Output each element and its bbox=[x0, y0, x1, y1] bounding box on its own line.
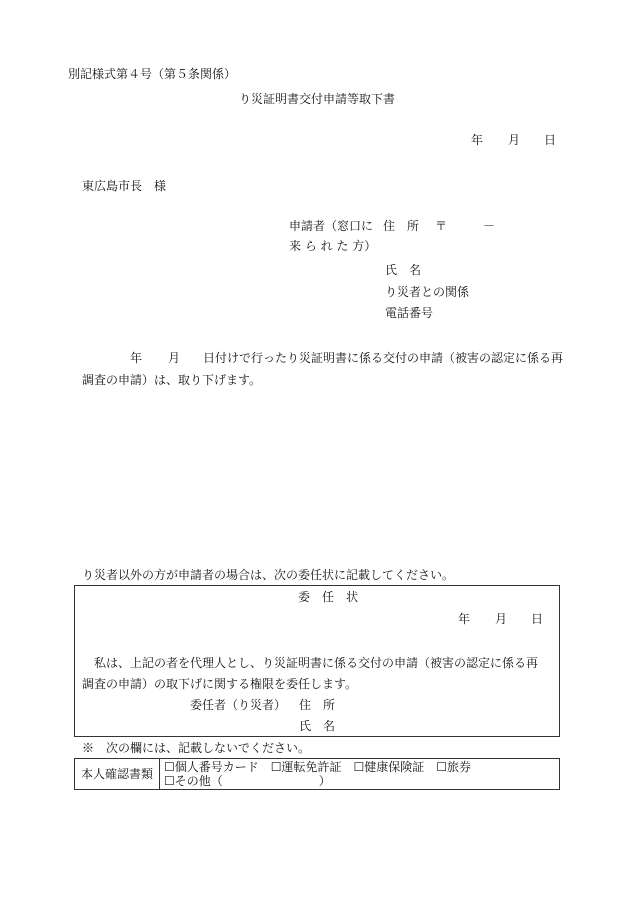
delegation-text-line1: 私は、上記の者を代理人とし、り災証明書に係る交付の申請（被害の認定に係る再 bbox=[94, 656, 539, 670]
body-year: 年 bbox=[130, 351, 143, 365]
id-check-table bbox=[74, 758, 560, 790]
delegation-date-year: 年 bbox=[458, 612, 471, 626]
form-label: 別記様式第４号（第５条関係） bbox=[68, 67, 237, 81]
document-title: り災証明書交付申請等取下書 bbox=[239, 92, 396, 106]
applicant-label-line2: 来 ら れ た 方） bbox=[289, 239, 377, 253]
date-year: 年 bbox=[471, 133, 484, 147]
id-check-label-cell bbox=[75, 759, 160, 790]
addressee: 東広島市長 様 bbox=[82, 179, 167, 193]
date-month: 月 bbox=[508, 133, 521, 147]
checkbox-health-insurance[interactable]: ☐健康保険証 bbox=[353, 760, 425, 774]
body-line1 bbox=[130, 352, 563, 364]
date-day: 日 bbox=[544, 133, 557, 147]
delegator-name-label: 氏 名 bbox=[299, 719, 336, 733]
delegator-address-label: 住 所 bbox=[299, 698, 336, 712]
delegation-date-day: 日 bbox=[531, 612, 544, 626]
body-text: 日付けで行ったり災証明書に係る交付の申請（被害の認定に係る再 bbox=[203, 351, 564, 365]
postal-dash: － bbox=[483, 219, 496, 233]
applicant-address-label: 住 所 bbox=[383, 219, 420, 233]
applicant-name-label: 氏 名 bbox=[385, 263, 422, 277]
checkbox-passport[interactable]: ☐旅券 bbox=[436, 760, 472, 774]
body-month: 月 bbox=[168, 351, 181, 365]
checkbox-mynumber-card[interactable]: ☐個人番号カード bbox=[164, 760, 259, 774]
proxy-note: り災者以外の方が申請者の場合は、次の委任状に記載してください。 bbox=[82, 568, 455, 582]
delegation-text-line2: 調査の申請）の取下げに関する権限を委任します。 bbox=[82, 677, 358, 691]
delegator-label: 委任者（り災者） bbox=[190, 698, 287, 712]
body-line2: 調査の申請）は、取り下げます。 bbox=[82, 373, 262, 387]
applicant-phone-label: 電話番号 bbox=[385, 306, 434, 320]
postal-mark: 〒 bbox=[435, 219, 448, 233]
checkbox-other[interactable]: ☐その他（ bbox=[164, 774, 223, 788]
id-check-row1 bbox=[164, 760, 555, 774]
delegation-title: 委 任 状 bbox=[298, 590, 359, 604]
id-check-label: 本人確認書類 bbox=[80, 767, 153, 781]
office-note: ※ 次の欄には、記載しないでください。 bbox=[82, 741, 311, 755]
id-check-row2 bbox=[164, 774, 555, 788]
delegation-date-month: 月 bbox=[495, 612, 508, 626]
checkbox-drivers-license[interactable]: ☐運転免許証 bbox=[270, 760, 342, 774]
applicant-relation-label: り災者との関係 bbox=[385, 285, 470, 299]
applicant-label-line1: 申請者（窓口に bbox=[289, 219, 374, 233]
id-check-options-cell bbox=[160, 759, 560, 790]
other-close-paren: ） bbox=[318, 774, 331, 788]
